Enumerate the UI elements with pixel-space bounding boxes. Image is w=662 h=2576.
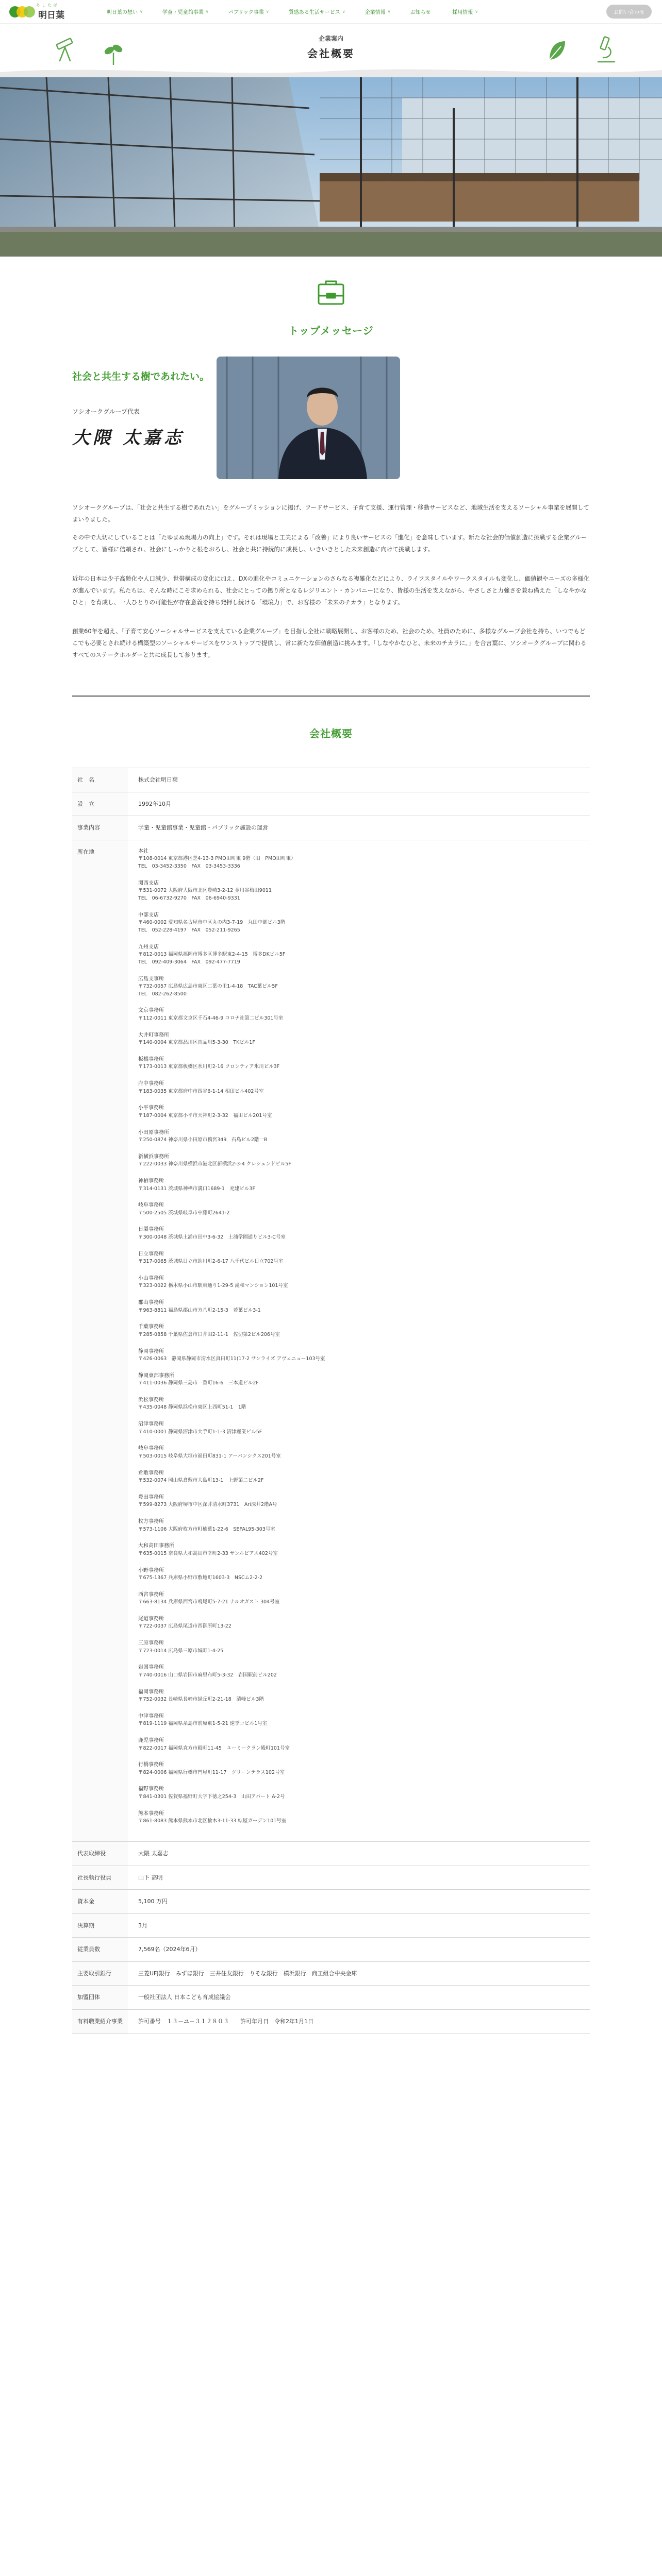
chevron-down-icon: ∨ — [266, 9, 269, 14]
chevron-down-icon: ∨ — [205, 9, 209, 14]
nav-item-philosophy[interactable] — [97, 0, 153, 24]
office-address-line: 〒824-0006 福岡県行橋市門屋町11-17 グリーンテラス102号室 — [138, 1769, 285, 1775]
office-address-line: 〒963-8811 福島県郡山市方八町2-15-3 若葉ビル3-1 — [138, 1307, 261, 1313]
office-name: 郡山事務所 — [138, 1300, 164, 1306]
office-name: 小平事務所 — [138, 1105, 164, 1111]
top-message-heading: トップメッセージ — [288, 325, 374, 337]
office-address-line: 〒722-0037 広島県尾道市西御所町13-22 — [138, 1623, 231, 1630]
office-entry — [138, 1639, 590, 1655]
office-entry — [138, 1323, 590, 1338]
office-address-line: 〒752-0032 長崎県長崎市緑丘町2-21-18 清峰ビル3階 — [138, 1697, 264, 1703]
ceo-portrait-illustration — [217, 357, 400, 479]
office-name: 中部支店 — [138, 912, 159, 918]
row-label: 社 名 — [72, 768, 128, 792]
row-label: 事業内容 — [72, 816, 128, 840]
ceo-photo — [217, 357, 400, 479]
nav-label: パブリック事業 — [228, 10, 264, 15]
office-name: 日立事務所 — [138, 1251, 164, 1257]
ceo-role: ソシオークグループ代表 — [72, 408, 140, 415]
office-address-line: 〒108-0014 東京都港区芝4-13-3 PMO田町東 9階（旧 PMO田町東） — [138, 856, 296, 862]
office-address-line: 〒183-0035 東京都府中市四谷6-1-14 相田ビル402号室 — [138, 1088, 264, 1094]
office-name: 福野事務所 — [138, 1786, 164, 1792]
office-address-line: 〒663-8134 兵庫県西宮市鳴尾町5-7-21 ナルオガスト 304号室 — [138, 1599, 280, 1605]
office-name: 本社 — [138, 848, 148, 854]
office-address-line: 〒861-8083 熊本県熊本市北区楡木3-11-33 転屋ガーデン101号室 — [138, 1818, 287, 1824]
office-entry — [138, 943, 590, 967]
office-address-line: 〒410-0001 静岡県沼津市大手町1-1-3 沼津産業ビル5F — [138, 1429, 262, 1435]
office-name: 浜松事務所 — [138, 1397, 164, 1403]
office-entry — [138, 1420, 590, 1436]
message-paragraph-4: 創業60年を超え、「子育て安心ソーシャルサービスを支えている企業グループ」を目指し全社に戦略展開し、お客様のため、社会のため、社員のために、多様なグループ会社を持ち、いつでもどこでも必要とされ続ける構築型のソーシャルサービスをワンストップで提供し、常に新たな価値創造に挑みます。「しなやかなひと、未来のチカラに。」を合言葉に、ソシオークグループに関わるすべてのステークホルダーと共に成長して参ります。 — [72, 628, 587, 658]
office-entry — [138, 911, 590, 935]
table-row — [72, 1890, 590, 1914]
company-info-table — [72, 768, 590, 2034]
office-address-line: 〒222-0033 神奈川県横浜市港北区新横浜2-3-4 クレシェンドビル5F — [138, 1161, 291, 1167]
message-paragraph-3: 近年の日本は少子高齢化や人口減少、世帯構成の変化に加え、DXの進化やコミュニケーションのさらなる複雑化などにより、ライフスタイルやワークスタイルも変化し、価値観やニーズの多様化が進んでいます。私たちは、そんな時にこそ求められる、社会にとっての拠り所となるレジリエント・カンパニーになり、皆様の生活を支えながら、やさしさと力強さを兼ね備えた「しなやかなひと」を育成し、一人ひとりの可能性が存在意義を持ち発揮し続ける「環境力」で、お客様の「未来のチカラ」となります。 — [72, 575, 590, 606]
office-address-line: 〒635-0015 奈良県大和高田市幸町2-33 サンルビアス402号室 — [138, 1550, 278, 1556]
office-entry — [138, 1201, 590, 1217]
office-address-line: TEL 052-228-4197 FAX 052-211-9265 — [138, 927, 240, 933]
office-entry — [138, 1542, 590, 1557]
office-entry — [138, 1664, 590, 1679]
office-entry — [138, 1275, 590, 1290]
office-address-line: 〒532-0074 岡山県倉敷市大島町13-1 上野第二ビル2F — [138, 1478, 264, 1484]
office-address-line: 〒819-1119 福岡県糸島市前原東1-5-21 速季コビル1号室 — [138, 1721, 268, 1727]
nav-item-life-service[interactable] — [279, 0, 355, 24]
table-row — [72, 792, 590, 817]
office-address-line: TEL 092-409-3064 FAX 092-477-7719 — [138, 959, 240, 965]
office-entry — [138, 1153, 590, 1168]
office-name: 福岡事務所 — [138, 1689, 164, 1695]
office-name: 府中事務所 — [138, 1081, 164, 1087]
row-value: 1992年10月 — [138, 800, 171, 807]
office-entry — [138, 879, 590, 903]
office-name: 神栖事務所 — [138, 1178, 164, 1184]
office-name: 三原事務所 — [138, 1640, 164, 1647]
office-address-line: 〒323-0022 栃木県小山市駅東通り1-29-5 滝和マンション101号室 — [138, 1283, 288, 1289]
table-row — [72, 1986, 590, 2010]
office-entry — [138, 975, 590, 998]
table-row — [72, 1866, 590, 1890]
office-entry — [138, 1518, 590, 1533]
message-paragraph-1: ソシオークグループは、「社会と共生する樹であれたい」をグループミッションに掲げ、フードサービス、子育て支援、運行管理・移動サービスなど、地域生活を支えるソーシャル事業を展開してまいりました。 — [72, 504, 589, 523]
row-value: 7,569名（2024年6月） — [138, 1946, 201, 1953]
office-name: 沼津事務所 — [138, 1421, 164, 1428]
table-row — [72, 1842, 590, 1866]
office-entry — [138, 1737, 590, 1752]
row-value: 学童・児童館事業・児童館・パブリック施設の運営 — [138, 824, 269, 832]
office-entry — [138, 1785, 590, 1801]
office-name: 岐阜事務所 — [138, 1446, 164, 1452]
row-value: 大隈 太嘉志 — [138, 1850, 169, 1857]
row-value: 三菱UFJ銀行 みずほ銀行 三井住友銀行 りそな銀行 横浜銀行 商工組合中央金庫 — [138, 1970, 357, 1977]
message-paragraph-2: その中で大切にしていることは「たゆまぬ現場力の向上」です。それは現場と工夫による「改善」により良いサービスの「進化」を意味しています。新たな社会的価値創造に挑戦する企業グループとして、皆様に信頼され、社会にしっかりと根をおろし、社会と共に持続的に成長し、いきいきとした未来創造に向けて挑戦します。 — [72, 534, 587, 553]
office-address-line: 〒573-1106 大阪府枚方市町楠葉1-22-6 SEPAL95-303号室 — [138, 1526, 275, 1532]
office-address-line: 〒822-0017 福岡県直方市殿町11-45 ユーミークラン殿町101号室 — [138, 1745, 290, 1751]
logo-mark-icon — [9, 5, 36, 19]
office-name: 行橋事務所 — [138, 1762, 164, 1768]
office-name: 文京事務所 — [138, 1008, 164, 1014]
office-address-line: 〒187-0004 東京都小平市天神町2-3-32 福田ビル201号室 — [138, 1112, 272, 1118]
office-name: 小田原事務所 — [138, 1129, 169, 1136]
office-address-line: 〒300-0048 茨城県土浦市田中3-6-32 土浦学園通りビル3-C号室 — [138, 1234, 286, 1240]
nav-label: 明日葉の想い — [107, 10, 138, 15]
office-name: 広島支事所 — [138, 976, 164, 982]
table-row-offices — [72, 840, 590, 1842]
office-entry — [138, 1396, 590, 1412]
office-name: 大井町事務所 — [138, 1032, 169, 1038]
office-address-line: 〒531-0072 大阪府大阪市北区豊崎3-2-12 並川谷梅田9011 — [138, 888, 272, 894]
nav-label: 学童・児童館事業 — [162, 10, 204, 15]
row-label: 社長執行役員 — [72, 1866, 128, 1890]
office-name: 板橋事務所 — [138, 1056, 164, 1062]
logo[interactable] — [9, 3, 76, 21]
office-name: 静岡事務所 — [138, 1348, 164, 1354]
office-entry — [138, 1177, 590, 1193]
office-address-line: 〒250-0874 神奈川県小田原市鴨宮349 石島ビル2階一B — [138, 1137, 268, 1143]
office-address-line: 〒140-0004 東京都品川区南品川5-3-30 TKビル1F — [138, 1040, 255, 1046]
row-label: 代表取締役 — [72, 1842, 128, 1866]
office-entry — [138, 1129, 590, 1144]
office-name: 関西支店 — [138, 880, 159, 886]
global-nav — [97, 0, 488, 24]
office-name: 九州支店 — [138, 944, 159, 950]
wave-divider — [0, 65, 662, 77]
office-address-line: 〒317-0065 茨城県日立市助川町2-6-17 八千代ビル日立702号室 — [138, 1259, 284, 1265]
office-entry — [138, 1080, 590, 1095]
office-address-line: 〒500-2505 茨城県岐阜市中藤町2641-2 — [138, 1210, 230, 1216]
row-value: 5,100 万円 — [138, 1898, 168, 1905]
row-label: 従業員数 — [72, 1938, 128, 1961]
logo-text: 明日葉 — [38, 10, 64, 21]
office-name: 千葉事務所 — [138, 1324, 164, 1330]
office-name: 倉敷事務所 — [138, 1470, 164, 1476]
office-entry — [138, 848, 590, 871]
logo-subtext: あ し た ば — [36, 3, 58, 7]
message-catchphrase: 社会と共生する樹であれたい。 — [72, 371, 210, 382]
site-header — [0, 0, 662, 24]
office-entry — [138, 1348, 590, 1363]
office-name: 鹿児事務所 — [138, 1738, 164, 1744]
row-label: 設 立 — [72, 792, 128, 816]
nav-label: 質感ある生活サービス — [288, 10, 340, 15]
office-address-line: 〒314-0131 茨城県神栖市溝口1689-1 充建ビル3F — [138, 1185, 255, 1192]
office-address-line: 〒723-0014 広島県三原市城町1-4-25 — [138, 1648, 224, 1654]
row-value: 許可番号 １３－ユ－３１２８０３ 許可年月日 令和2年1月1日 — [138, 2018, 313, 2025]
office-name: 中津事務所 — [138, 1713, 164, 1719]
office-entry — [138, 1056, 590, 1071]
office-name: 熊本事務所 — [138, 1810, 164, 1817]
office-address-line: TEL 06-6732-9270 FAX 06-6940-9331 — [138, 895, 240, 901]
office-entry — [138, 1104, 590, 1120]
row-value: 山下 高明 — [138, 1874, 163, 1881]
office-address-line: 〒285-0858 千葉県佐倉市臼井田2-11-1 佐切第2ビル206号室 — [138, 1331, 280, 1337]
page-category: 企業案内 — [318, 35, 343, 42]
nav-item-company[interactable] — [355, 0, 401, 24]
office-entry — [138, 1761, 590, 1776]
office-entry — [138, 1567, 590, 1582]
office-entry — [138, 1615, 590, 1631]
hero-building-illustration — [0, 77, 662, 257]
nav-item-gakudo[interactable] — [153, 0, 219, 24]
offices-list — [128, 840, 590, 1841]
row-value: 3月 — [138, 1922, 147, 1929]
section-divider — [72, 696, 590, 697]
office-address-line: 〒841-0301 佐賀県福野町大字下徳之254-3 山田アパート A-2号 — [138, 1793, 285, 1800]
office-address-line: 〒411-0036 静岡県三島市一番町16-6 三本道ビル2F — [138, 1380, 259, 1386]
chevron-down-icon: ∨ — [342, 9, 345, 14]
ceo-signature: 大隈 太嘉志 — [72, 428, 185, 448]
office-name: 岩国事務所 — [138, 1665, 164, 1671]
office-entry — [138, 1713, 590, 1728]
office-address-line: 〒740-0016 山口県岩国市麻里布町5-3-32 岩国駅前ビル202 — [138, 1672, 277, 1678]
nav-label: 企業情報 — [365, 10, 386, 15]
table-rows-bottom — [72, 1842, 590, 2034]
office-name: 新横浜事務所 — [138, 1154, 169, 1160]
row-label: 資本金 — [72, 1890, 128, 1913]
row-label: 主要取引銀行 — [72, 1962, 128, 1986]
nav-item-public[interactable] — [219, 0, 279, 24]
office-entry — [138, 1299, 590, 1314]
office-entry — [138, 1469, 590, 1485]
office-entry — [138, 1494, 590, 1509]
nav-item-news[interactable] — [401, 0, 443, 24]
office-entry — [138, 1810, 590, 1825]
chevron-down-icon: ∨ — [475, 9, 478, 14]
table-row — [72, 1914, 590, 1938]
table-row — [72, 816, 590, 840]
office-address-line: 〒732-0057 広島県広島市東区二葉の里1-4-18 TAC葉ビル5F — [138, 984, 278, 990]
row-label: 決算期 — [72, 1914, 128, 1938]
chevron-down-icon: ∨ — [387, 9, 391, 14]
message-icon — [315, 278, 347, 311]
office-entry — [138, 1250, 590, 1266]
office-entry — [138, 1445, 590, 1460]
office-name: 枚方事務所 — [138, 1519, 164, 1525]
office-entry — [138, 1591, 590, 1606]
office-entry — [138, 1372, 590, 1387]
row-label: 有料職業紹介事業 — [72, 2010, 128, 2033]
table-row — [72, 1962, 590, 1986]
company-overview-heading: 会社概要 — [309, 727, 353, 740]
office-name: 大和高田事務所 — [138, 1543, 174, 1549]
office-address-line: 〒599-8273 大阪府堺市中区深井清水町3731 Ari深井2階A号 — [138, 1502, 277, 1508]
page-title: 会社概要 — [307, 47, 355, 60]
office-name: 小山事務所 — [138, 1275, 164, 1281]
office-address-line: 〒812-0013 福岡県福岡市博多区博多駅東2-4-15 博多DKビル5F — [138, 952, 286, 958]
office-address-line: 〒460-0002 愛知県名古屋市中区丸の内3-7-19 丸田中部ビル3階 — [138, 920, 286, 926]
table-row — [72, 768, 590, 792]
row-label: 所在地 — [72, 840, 128, 1841]
office-entry — [138, 1031, 590, 1047]
office-name: 豊田事務所 — [138, 1494, 164, 1500]
office-address-line: 〒503-0015 岐阜県大垣市福田町831-1 アーバンシクス201号室 — [138, 1453, 281, 1459]
office-name: 岐阜事務所 — [138, 1202, 164, 1209]
page-title-band — [0, 24, 662, 77]
office-name: 小野事務所 — [138, 1567, 164, 1573]
table-row — [72, 1938, 590, 1962]
office-address-line: 〒426-0063 静岡県静岡市清水区真田町11(17-2 サンライズ アヴェニュー103号室 — [138, 1356, 325, 1362]
office-name: 日製事務所 — [138, 1227, 164, 1233]
nav-item-recruit[interactable] — [442, 0, 488, 24]
contact-button[interactable]: お問い合わせ — [606, 5, 652, 19]
office-entry — [138, 1688, 590, 1704]
row-label: 加盟団体 — [72, 1986, 128, 2009]
office-entry — [138, 1007, 590, 1022]
office-address-line: 〒173-0013 東京都板橋区氷川町2-16 フロンティア氷川ビル3F — [138, 1064, 280, 1070]
nav-label: お知らせ — [410, 10, 431, 15]
office-name: 尾道事務所 — [138, 1616, 164, 1622]
office-address-line: TEL 082-262-8500 — [138, 991, 187, 997]
office-address-line: TEL 03-3452-3350 FAX 03-3453-3336 — [138, 863, 240, 869]
nav-label: 採用情報 — [452, 10, 473, 15]
office-name: 静岡東部事務所 — [138, 1372, 174, 1379]
hero-image — [0, 77, 662, 257]
office-name: 西宮事務所 — [138, 1591, 164, 1598]
office-entry — [138, 1226, 590, 1241]
row-value: 株式会社明日葉 — [138, 776, 178, 783]
table-row — [72, 2010, 590, 2034]
office-address-line: 〒435-0048 静岡県浜松市東区上西町51-1 1階 — [138, 1404, 246, 1411]
row-value: 一般社団法人 日本こども育成協議会 — [138, 1994, 231, 2001]
office-address-line: 〒112-0011 東京都文京区千石4-46-9 コロナ社第二ビル301号室 — [138, 1015, 284, 1021]
office-address-line: 〒675-1367 兵庫県小野市敷地町1603-3 NSCム2-2-2 — [138, 1575, 263, 1581]
chevron-down-icon: ∨ — [140, 9, 143, 14]
